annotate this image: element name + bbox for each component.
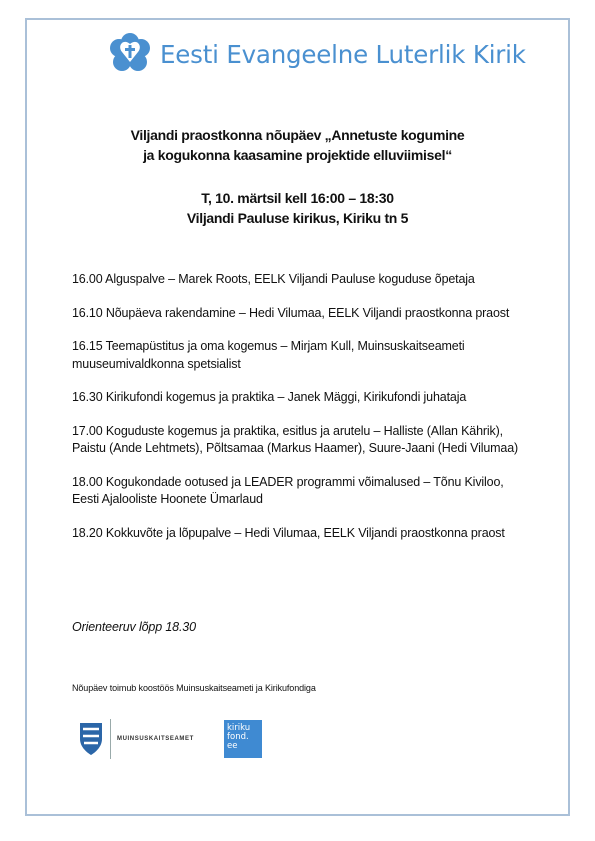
kirikufond-logo	[224, 720, 262, 758]
partners-note: Nõupäev toimub koostöös Muinsuskaitseameti ja Kirikufondiga	[72, 683, 316, 693]
agenda-list	[72, 271, 532, 558]
agenda-item: 18.20 Kokkuvõte ja lõpupalve – Hedi Vilumaa, EELK Viljandi praostkonna praost	[72, 525, 505, 540]
muinsuskaitseamet-logo	[78, 719, 194, 759]
event-date: T, 10. märtsil kell 16:00 – 18:30	[201, 190, 394, 206]
luther-rose-icon	[108, 32, 152, 76]
agenda-item: 18.00 Kogukondade ootused ja LEADER programmi võimalused – Tõnu Kiviloo, Eesti Ajalooliste Hoonete Ümarlaud	[72, 474, 504, 506]
muinsuskaitseamet-label: MUINSUSKAITSEAMET	[117, 736, 194, 742]
agenda-item: 16.10 Nõupäeva rakendamine – Hedi Vilumaa, EELK Viljandi praostkonna praost	[72, 305, 510, 320]
kirikufond-line-1: kiriku	[227, 723, 251, 733]
event-title-line-1: Viljandi praostkonna nõupäev „Annetuste kogumine	[130, 127, 465, 143]
agenda-item: 17.00 Koguduste kogemus ja praktika, esitlus ja arutelu – Halliste (Allan Kährik), Paistu (Ande Lehtmets), Põltsamaa (Markus Haamer), Suure-Jaani (Hedi Vilumaa)	[72, 423, 519, 455]
coat-of-arms-icon	[78, 721, 104, 757]
event-location: Viljandi Pauluse kirikus, Kiriku tn 5	[186, 210, 409, 226]
event-title-line-2: ja kogukonna kaasamine projektide elluviimisel“	[143, 147, 452, 163]
kirikufond-line-3: ee	[227, 741, 238, 751]
agenda-item: 16.15 Teemapüstitus ja oma kogemus – Mirjam Kull, Muinsuskaitseameti muuseumivaldkonna spetsialist	[72, 339, 465, 371]
event-title	[60, 125, 535, 165]
org-name: Eesti Evangeelne Luterlik Kirik	[160, 39, 526, 69]
agenda-item: 16.00 Alguspalve – Marek Roots, EELK Viljandi Pauluse koguduse õpetaja	[72, 272, 475, 286]
header-logo	[108, 32, 526, 76]
agenda-item: 16.30 Kirikufondi kogemus ja praktika – Janek Mäggi, Kirikufondi juhataja	[72, 390, 467, 404]
logo-divider	[110, 719, 111, 759]
kirikufond-line-2: fond.	[227, 732, 249, 742]
closing-note: Orienteeruv lõpp 18.30	[72, 620, 196, 634]
event-datetime	[60, 188, 535, 228]
